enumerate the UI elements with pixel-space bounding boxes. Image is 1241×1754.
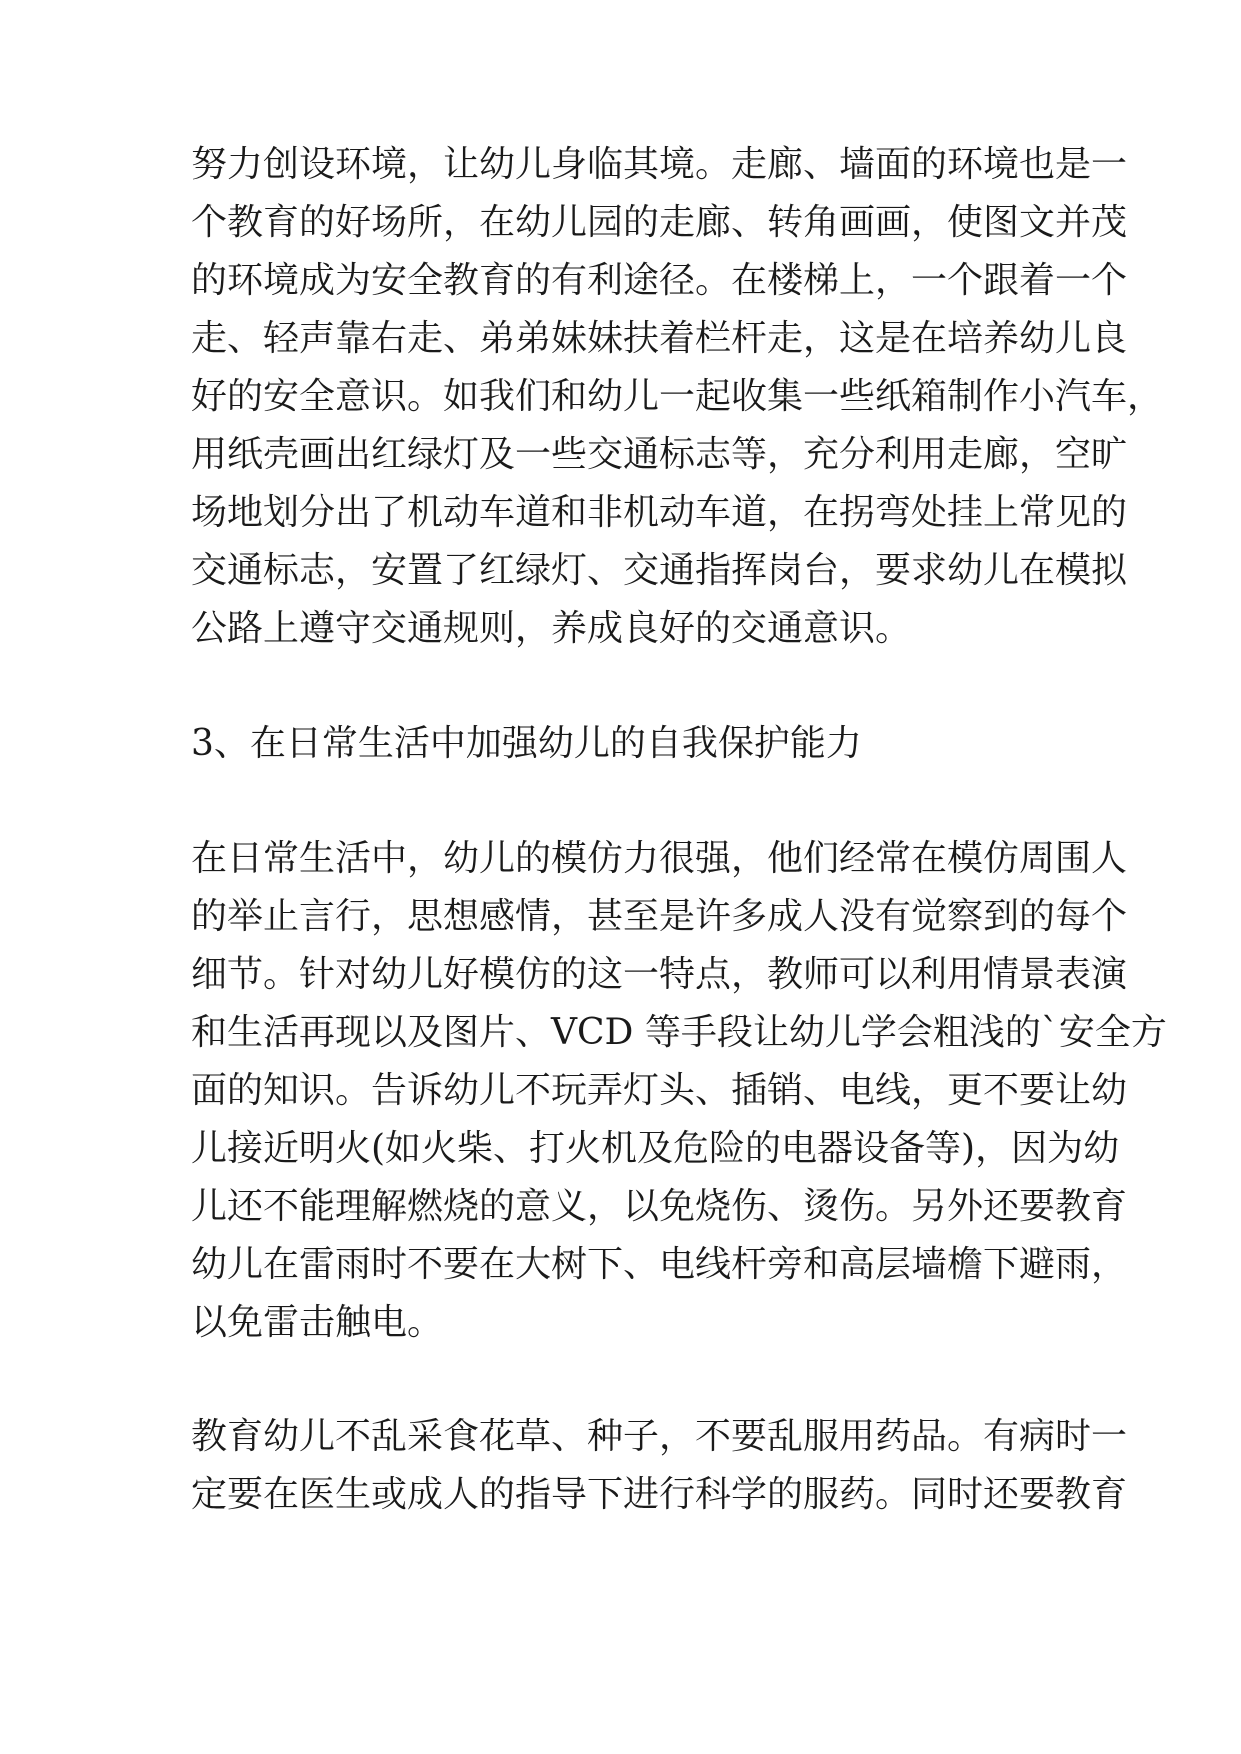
paragraph-line: 场地划分出了机动车道和非机动车道，在拐弯处挂上常见的 xyxy=(191,492,1128,533)
paragraph-line: 儿还不能理解燃烧的意义，以免烧伤、烫伤。另外还要教育 xyxy=(191,1186,1128,1227)
paragraph-line: 教育幼儿不乱采食花草、种子，不要乱服用药品。有病时一 xyxy=(191,1416,1128,1457)
paragraph-line: 面的知识。告诉幼儿不玩弄灯头、插销、电线，更不要让幼 xyxy=(191,1070,1128,1111)
paragraph-line: 儿接近明火(如火柴、打火机及危险的电器设备等)，因为幼 xyxy=(191,1128,1120,1169)
paragraph-line: 努力创设环境，让幼儿身临其境。走廊、墙面的环境也是一 xyxy=(191,144,1128,185)
section-heading: 3、在日常生活中加强幼儿的自我保护能力 xyxy=(191,723,862,764)
paragraph-line: 幼儿在雷雨时不要在大树下、电线杆旁和高层墙檐下避雨， xyxy=(191,1244,1128,1285)
paragraph-line: 个教育的好场所，在幼儿园的走廊、转角画画，使图文并茂 xyxy=(191,202,1128,243)
paragraph-line: 定要在医生或成人的指导下进行科学的服药。同时还要教育 xyxy=(191,1474,1128,1515)
paragraph-line: 走、轻声靠右走、弟弟妹妹扶着栏杆走，这是在培养幼儿良 xyxy=(191,318,1128,359)
paragraph-line: 以免雷击触电。 xyxy=(191,1302,444,1343)
paragraph-line: 的举止言行，思想感情，甚至是许多成人没有觉察到的每个 xyxy=(191,896,1128,937)
paragraph-line: 好的安全意识。如我们和幼儿一起收集一些纸箱制作小汽车， xyxy=(191,376,1164,417)
paragraph-line: 细节。针对幼儿好模仿的这一特点，教师可以利用情景表演 xyxy=(191,954,1128,995)
paragraph-line: 公路上遵守交通规则，养成良好的交通意识。 xyxy=(191,608,912,649)
paragraph-line: 用纸壳画出红绿灯及一些交通标志等，充分利用走廊，空旷 xyxy=(191,434,1128,475)
paragraph-line: 的环境成为安全教育的有利途径。在楼梯上，一个跟着一个 xyxy=(191,260,1128,301)
paragraph-line: 交通标志，安置了红绿灯、交通指挥岗台，要求幼儿在模拟 xyxy=(191,550,1128,591)
paragraph-line: 和生活再现以及图片、VCD 等手段让幼儿学会粗浅的`安全方 xyxy=(191,1012,1167,1053)
paragraph-line: 在日常生活中，幼儿的模仿力很强，他们经常在模仿周围人 xyxy=(191,838,1128,879)
